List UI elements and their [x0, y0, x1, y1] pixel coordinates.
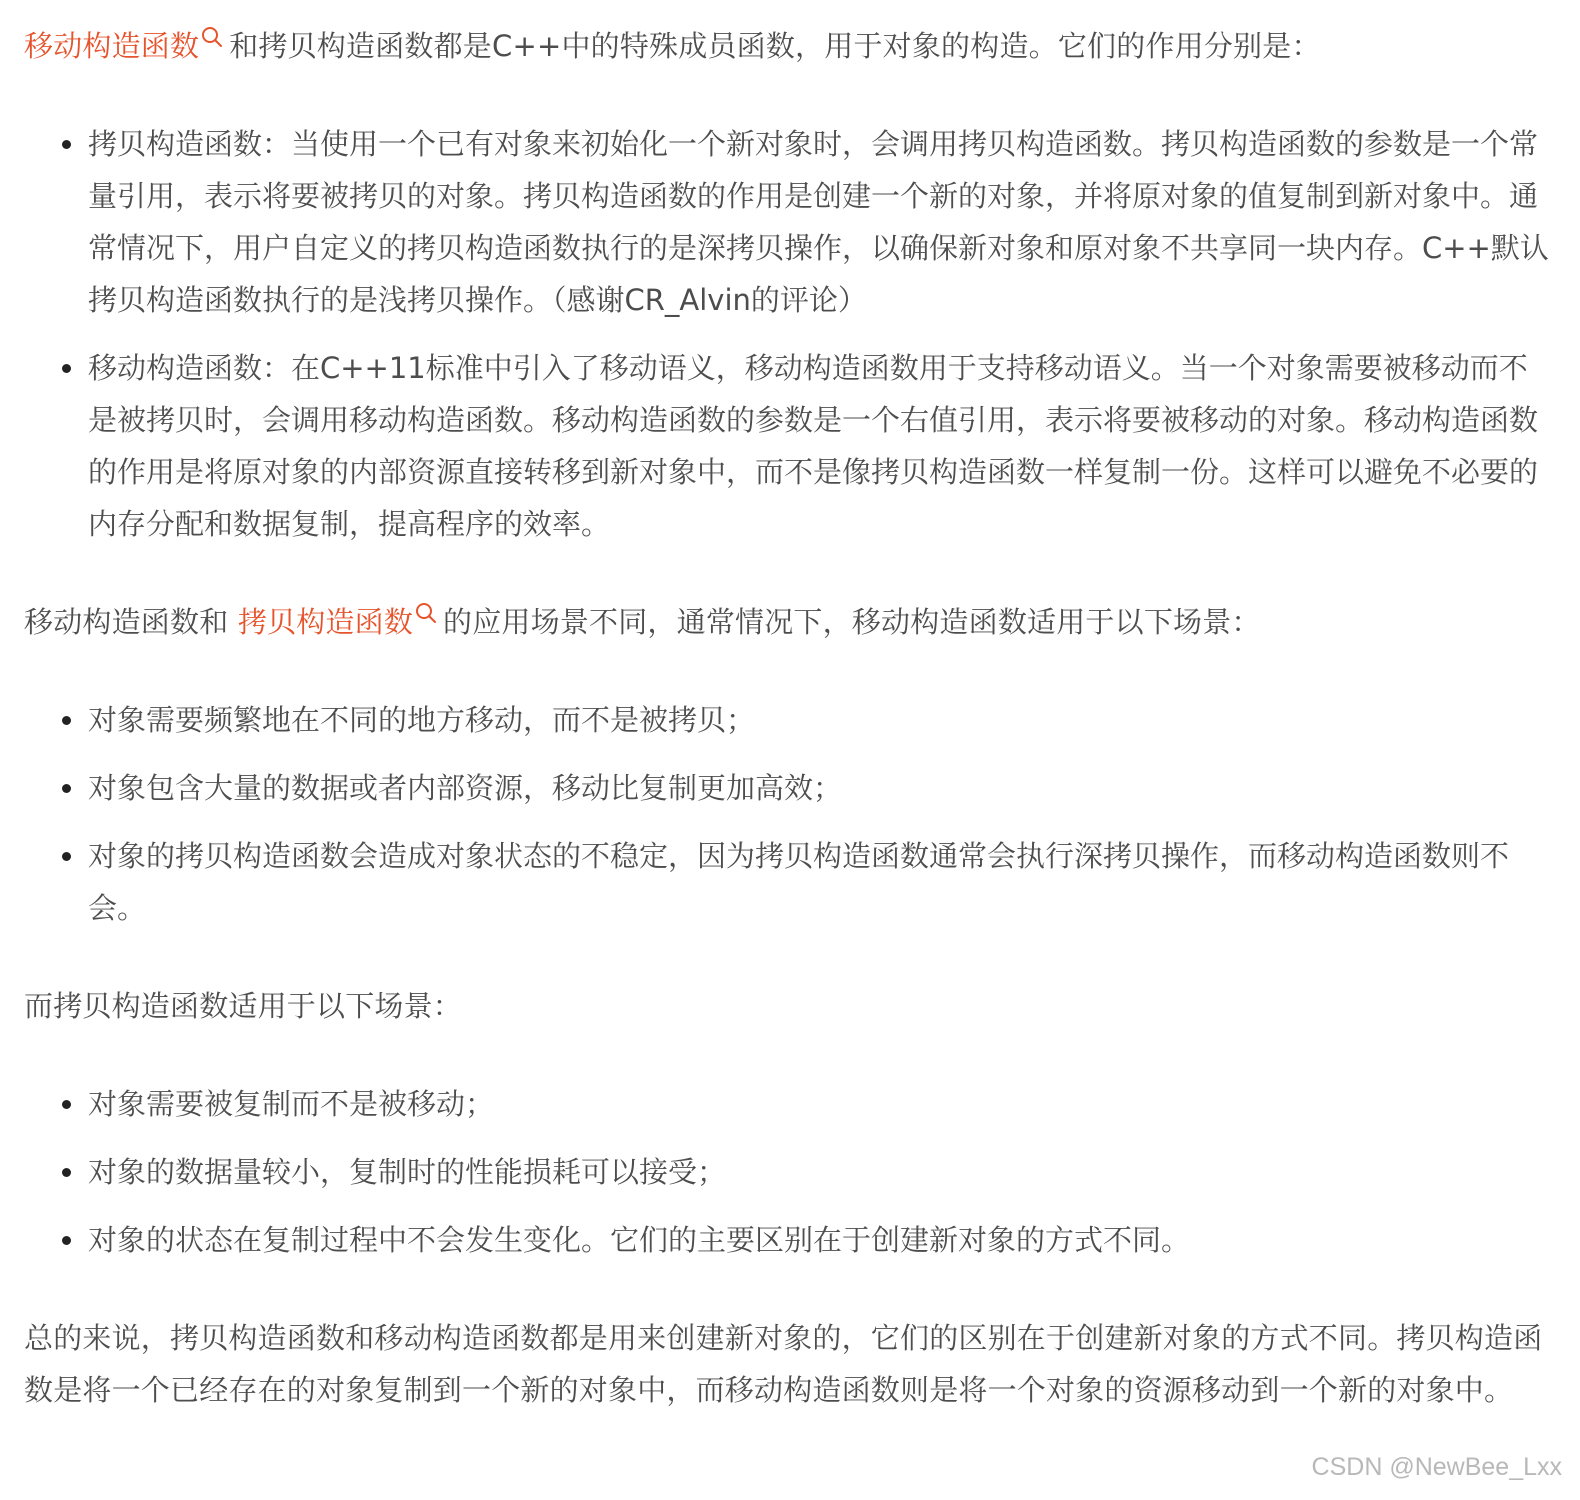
copy-scenario-text: 对象的数据量较小，复制时的性能损耗可以接受； [88, 1155, 727, 1189]
search-icon [415, 602, 437, 628]
bullet-dot [62, 364, 71, 373]
list-item [88, 1146, 1554, 1198]
list-item [88, 1214, 1554, 1266]
search-icon [201, 26, 223, 52]
scenarios-intro-paragraph [24, 596, 1554, 648]
list-item [88, 342, 1554, 550]
list-item [88, 1078, 1554, 1130]
bullet-dot [62, 1236, 71, 1245]
list-item [88, 830, 1554, 934]
list-item [88, 694, 1554, 746]
intro-text: 和拷贝构造函数都是C++中的特殊成员函数，用于对象的构造。它们的作用分别是： [229, 29, 1321, 63]
move-scenario-text: 对象的拷贝构造函数会造成对象状态的不稳定，因为拷贝构造函数通常会执行深拷贝操作，而移动构造函数则不会。 [88, 839, 1510, 925]
bullet-dot [62, 140, 71, 149]
watermark: CSDN @NewBee_Lxx [1311, 1453, 1562, 1481]
copy-constructor-link[interactable] [238, 605, 443, 639]
copy-scenario-text: 对象需要被复制而不是被移动； [88, 1087, 495, 1121]
bullet-dot [62, 852, 71, 861]
list-item [88, 118, 1554, 326]
bullet-dot [62, 1168, 71, 1177]
copy-scenario-text: 对象的状态在复制过程中不会发生变化。它们的主要区别在于创建新对象的方式不同。 [88, 1223, 1191, 1257]
definitions-list [24, 118, 1554, 550]
bullet-dot [62, 1100, 71, 1109]
move-scenarios-list [24, 694, 1554, 934]
definition-move-constructor: 移动构造函数：在C++11标准中引入了移动语义，移动构造函数用于支持移动语义。当一个对象需要被移动而不是被拷贝时，会调用移动构造函数。移动构造函数的参数是一个右值引用，表示将要被移动的对象。移动构造函数的作用是将原对象的内部资源直接转移到新对象中，而不是像拷贝构造函数一样复制一份。这样可以避免不必要的内存分配和数据复制，提高程序的效率。 [88, 351, 1539, 541]
definition-copy-constructor: 拷贝构造函数：当使用一个已有对象来初始化一个新对象时，会调用拷贝构造函数。拷贝构造函数的参数是一个常量引用，表示将要被拷贝的对象。拷贝构造函数的作用是创建一个新的对象，并将原对象的值复制到新对象中。通常情况下，用户自定义的拷贝构造函数执行的是深拷贝操作，以确保新对象和原对象不共享同一块内存。C++默认拷贝构造函数执行的是浅拷贝操作。（感谢CR_Alvin的评论） [88, 127, 1549, 317]
bullet-dot [62, 716, 71, 725]
copy-scenarios-list [24, 1078, 1554, 1266]
move-scenario-text: 对象需要频繁地在不同的地方移动，而不是被拷贝； [88, 703, 756, 737]
list-item [88, 762, 1554, 814]
bullet-dot [62, 784, 71, 793]
move-constructor-link[interactable] [24, 29, 229, 63]
intro-paragraph [24, 20, 1554, 72]
copy-intro-paragraph: 而拷贝构造函数适用于以下场景： [24, 989, 463, 1023]
scenarios-intro-prefix: 移动构造函数和 [24, 605, 238, 639]
article-content [24, 20, 1554, 1416]
move-constructor-link-text: 移动构造函数 [24, 29, 200, 63]
copy-constructor-link-text: 拷贝构造函数 [237, 605, 414, 639]
scenarios-intro-suffix: 的应用场景不同，通常情况下，移动构造函数适用于以下场景： [443, 605, 1261, 639]
conclusion-paragraph: 总的来说，拷贝构造函数和移动构造函数都是用来创建新对象的，它们的区别在于创建新对象的方式不同。拷贝构造函数是将一个已经存在的对象复制到一个新的对象中，而移动构造函数则是将一个对象的资源移动到一个新的对象中。 [24, 1321, 1543, 1407]
move-scenario-text: 对象包含大量的数据或者内部资源，移动比复制更加高效； [88, 771, 843, 805]
